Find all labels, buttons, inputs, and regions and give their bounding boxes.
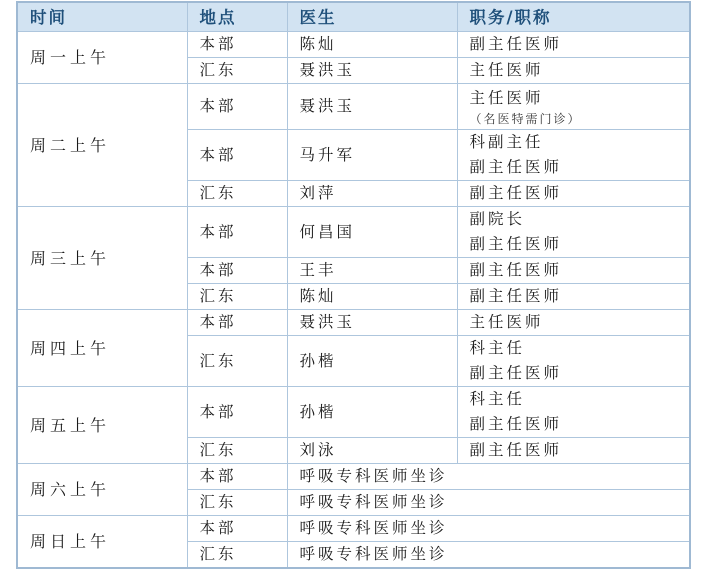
title-cell (457, 32, 690, 58)
title-line: 副主任医师 (469, 158, 563, 176)
location-cell: 本部 (187, 387, 287, 438)
day-cell: 周日上午 (17, 516, 187, 569)
location-cell: 本部 (187, 310, 287, 336)
title-line: 副主任医师 (469, 35, 563, 53)
location-cell: 本部 (187, 130, 287, 181)
table-row (17, 207, 690, 258)
title-cell (457, 207, 690, 258)
location-cell: 汇东 (187, 181, 287, 207)
title-line: 科主任 (469, 390, 526, 408)
doctor-cell: 刘泳 (287, 438, 457, 464)
title-line: 副主任医师 (469, 261, 563, 279)
title-line: 主任医师 (469, 313, 544, 331)
merged-cell: 呼吸专科医师坐诊 (287, 464, 690, 490)
location-cell: 汇东 (187, 542, 287, 569)
header-location: 地点 (187, 2, 287, 32)
location-cell: 汇东 (187, 284, 287, 310)
header-doctor: 医生 (287, 2, 457, 32)
location-cell: 本部 (187, 84, 287, 130)
title-cell (457, 258, 690, 284)
title-cell (457, 84, 690, 130)
table-row (17, 516, 690, 542)
title-line: 副主任医师 (469, 184, 563, 202)
title-line: 副院长 (469, 210, 526, 228)
day-cell: 周二上午 (17, 84, 187, 207)
table-row (17, 464, 690, 490)
doctor-cell: 孙楷 (287, 387, 457, 438)
title-cell (457, 310, 690, 336)
doctor-cell: 马升军 (287, 130, 457, 181)
doctor-cell: 聂洪玉 (287, 58, 457, 84)
doctor-cell: 聂洪玉 (287, 84, 457, 130)
doctor-cell: 孙楷 (287, 336, 457, 387)
location-cell: 汇东 (187, 438, 287, 464)
title-cell (457, 336, 690, 387)
location-cell: 本部 (187, 464, 287, 490)
title-line: 科主任 (469, 339, 526, 357)
day-cell: 周六上午 (17, 464, 187, 516)
title-line: 副主任医师 (469, 441, 563, 459)
title-line: 副主任医师 (469, 287, 563, 305)
location-cell: 本部 (187, 516, 287, 542)
title-line: 副主任医师 (469, 364, 563, 382)
title-line: 副主任医师 (469, 235, 563, 253)
table-row (17, 310, 690, 336)
title-cell (457, 438, 690, 464)
title-line: 科副主任 (469, 133, 544, 151)
location-cell: 本部 (187, 32, 287, 58)
table-row (17, 32, 690, 58)
merged-cell: 呼吸专科医师坐诊 (287, 542, 690, 569)
table-row (17, 84, 690, 130)
schedule-table (16, 1, 691, 569)
title-line: 副主任医师 (469, 415, 563, 433)
title-note: （名医特需门诊） (469, 112, 582, 126)
doctor-cell: 聂洪玉 (287, 310, 457, 336)
title-line: 主任医师 (469, 89, 544, 107)
title-cell (457, 387, 690, 438)
location-cell: 汇东 (187, 490, 287, 516)
merged-cell: 呼吸专科医师坐诊 (287, 516, 690, 542)
header-title: 职务/职称 (457, 2, 690, 32)
location-cell: 汇东 (187, 58, 287, 84)
title-cell (457, 284, 690, 310)
day-cell: 周五上午 (17, 387, 187, 464)
header-time: 时间 (17, 2, 187, 32)
location-cell: 本部 (187, 207, 287, 258)
merged-cell: 呼吸专科医师坐诊 (287, 490, 690, 516)
doctor-cell: 陈灿 (287, 32, 457, 58)
title-cell (457, 181, 690, 207)
day-cell: 周一上午 (17, 32, 187, 84)
doctor-cell: 何昌国 (287, 207, 457, 258)
title-cell (457, 58, 690, 84)
table-row (17, 387, 690, 438)
location-cell: 本部 (187, 258, 287, 284)
doctor-cell: 陈灿 (287, 284, 457, 310)
doctor-cell: 王丰 (287, 258, 457, 284)
day-cell: 周四上午 (17, 310, 187, 387)
day-cell: 周三上午 (17, 207, 187, 310)
title-cell (457, 130, 690, 181)
title-line: 主任医师 (469, 61, 544, 79)
location-cell: 汇东 (187, 336, 287, 387)
doctor-cell: 刘萍 (287, 181, 457, 207)
header-row (17, 2, 690, 32)
